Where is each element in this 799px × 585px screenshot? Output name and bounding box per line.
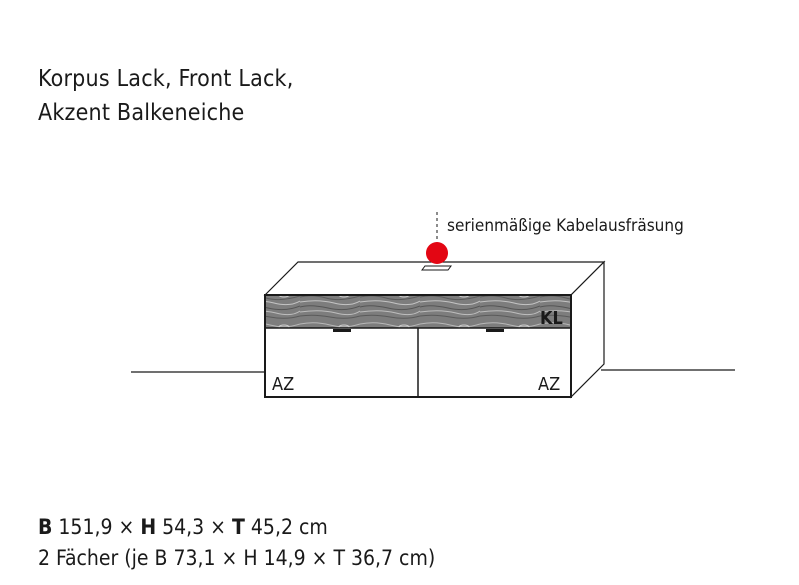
cable-cutout — [422, 266, 451, 270]
drawer-label-right: AZ — [538, 374, 561, 395]
dim-h-key: H — [140, 515, 157, 539]
heading-line-1: Korpus Lack, Front Lack, — [38, 66, 294, 92]
dimensions-overall — [38, 512, 435, 543]
accent-strip — [266, 296, 570, 328]
drawer-handle-left — [333, 329, 351, 332]
dim-h-value: 54,3 × — [156, 515, 233, 539]
heading-line-2: Akzent Balkeneiche — [38, 100, 245, 126]
dim-b-key: B — [38, 515, 53, 539]
dim-t-key: T — [232, 515, 245, 539]
callout-label: serienmäßige Kabelausfräsung — [447, 216, 684, 236]
accent-label: KL — [540, 308, 563, 329]
drawer-label-left: AZ — [272, 374, 295, 395]
dimensions — [38, 512, 435, 574]
dim-b-value: 151,9 × — [52, 515, 141, 539]
dimensions-compartments: 2 Fächer (je B 73,1 × H 14,9 × T 36,7 cm) — [38, 546, 436, 570]
drawer-handle-right — [486, 329, 504, 332]
dim-t-value: 45,2 cm — [244, 515, 328, 539]
cable-marker — [426, 242, 448, 264]
